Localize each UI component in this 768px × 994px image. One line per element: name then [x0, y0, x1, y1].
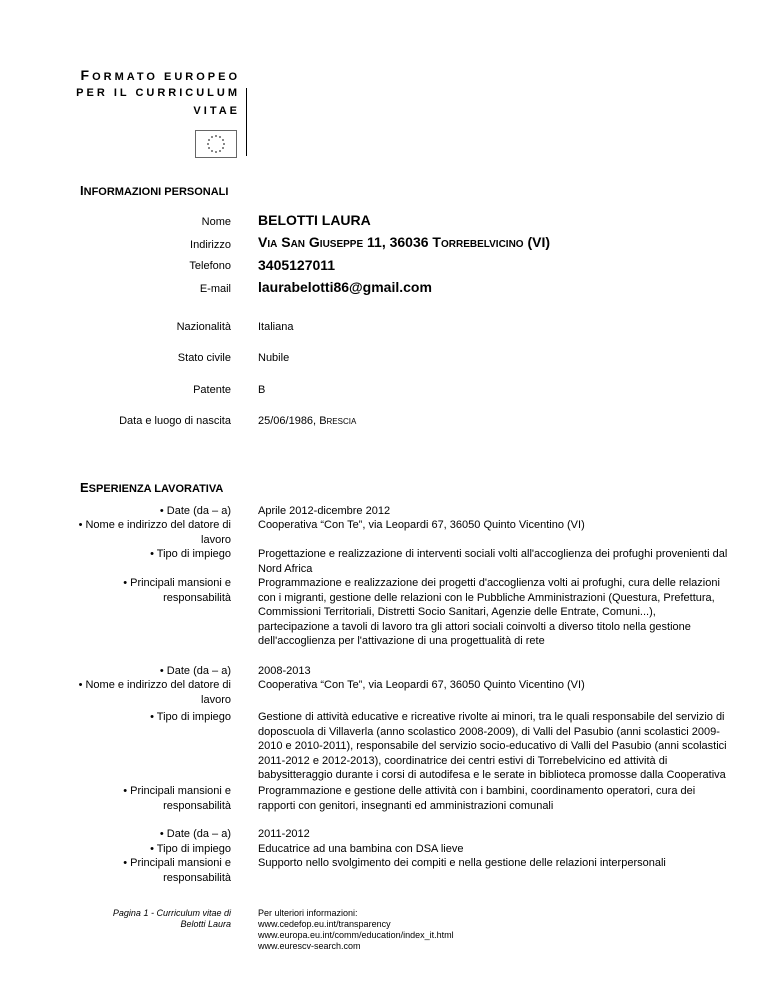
job3-duties-label: • Principali mansioni e responsabilità	[123, 857, 231, 884]
footer-page-number: 1	[143, 908, 149, 918]
phone-value: 3405127011	[258, 257, 336, 273]
eu-flag-icon	[195, 130, 237, 158]
job1-date-label: • Date (da – a)	[159, 505, 231, 517]
job1-type: Progettazione e realizzazione di interventi sociali volti all'accoglienza dei profughi provenienti dal Nord Africa	[258, 548, 728, 575]
cv-title-line2: PER IL CURRICULUM	[76, 87, 240, 99]
civil-status-value: Nubile	[258, 352, 290, 364]
birth-date: 25/06/1986,	[258, 415, 317, 427]
phone-label: Telefono	[189, 260, 231, 272]
birth-place: Brescia	[319, 415, 357, 427]
email-label: E-mail	[199, 283, 231, 295]
name-value: BELOTTI LAURA	[258, 212, 371, 228]
footer-page-name: Belotti Laura	[180, 919, 231, 929]
job3-duties: Supporto nello svolgimento dei compiti e nella gestione delle relazioni interpersonali	[258, 857, 666, 869]
job2-duties-label: • Principali mansioni e responsabilità	[123, 785, 231, 812]
birth-value	[258, 414, 728, 429]
job3-type-label: • Tipo di impiego	[150, 843, 231, 855]
address-label: Indirizzo	[190, 239, 231, 251]
footer-link-eurescv[interactable]: www.eurescv-search.com	[258, 941, 361, 951]
job1-employer: Cooperativa “Con Te”, via Leopardi 67, 36050 Quinto Vicentino (VI)	[258, 519, 585, 531]
footer-link-cedefop[interactable]: www.cedefop.eu.int/transparency	[258, 919, 391, 929]
footer-link-europa[interactable]: www.europa.eu.int/comm/education/index_it.html	[258, 930, 454, 940]
address-value: Via San Giuseppe 11, 36036 Torrebelvicino (VI)	[258, 234, 551, 250]
job3-date-label: • Date (da – a)	[159, 828, 231, 840]
job3-type: Educatrice ad una bambina con DSA lieve	[258, 843, 464, 855]
job1-type-label: • Tipo di impiego	[150, 548, 231, 560]
cv-title-line1-rest: ORMATO EUROPEO	[92, 71, 240, 83]
footer-page-info	[60, 908, 231, 930]
job1-date: Aprile 2012-dicembre 2012	[258, 505, 391, 517]
header-divider	[246, 88, 247, 156]
job2-type: Gestione di attività educative e ricreative rivolte ai minori, tra le quali responsabile del servizio di doposcuola di Villaverla (anno scolastico 2008-2009), di Valli del Pasubio (anni scolastici 2009-2010 e 2010-2011), responsabile del servizio socio-educativo di Valli del Pasubio (anni scolastici 2011-2012 e 2012-2013), coordinatrice dei centri estivi di Torrebelvicino ed attività di babysitteraggio durante i corsi di autodifesa e le serate in biblioteca promosse dalla Cooperativa	[258, 711, 727, 781]
license-value: B	[258, 384, 266, 396]
email-value[interactable]: laurabelotti86@gmail.com	[258, 279, 432, 295]
birth-label: Data e luogo di nascita	[119, 415, 231, 427]
footer-more-info	[258, 908, 658, 952]
cv-title-initial-f: F	[80, 67, 93, 83]
job1-employer-label: • Nome e indirizzo del datore di lavoro	[78, 519, 231, 546]
nationality-label: Nazionalità	[176, 321, 231, 333]
section-personal-rest: NFORMAZIONI PERSONALI	[83, 186, 229, 198]
job2-employer-label: • Nome e indirizzo del datore di lavoro	[78, 679, 231, 706]
job2-type-label: • Tipo di impiego	[150, 711, 231, 723]
section-personal-info: INFORMAZIONI PERSONALI	[80, 183, 229, 198]
section-work-experience: ESPERIENZA LAVORATIVA	[80, 480, 224, 495]
footer-more-info-title: Per ulteriori informazioni:	[258, 908, 358, 918]
nationality-value: Italiana	[258, 321, 294, 333]
cv-title-line3: VITAE	[193, 105, 240, 117]
license-label: Patente	[193, 384, 231, 396]
name-label: Nome	[201, 216, 231, 228]
footer-page-label: Pagina	[112, 908, 141, 918]
job2-date: 2008-2013	[258, 665, 311, 677]
section-work-rest: SPERIENZA LAVORATIVA	[88, 483, 224, 495]
footer-page-rest: - Curriculum vitae di	[150, 908, 231, 918]
job2-duties: Programmazione e gestione delle attività con i bambini, coordinamento operatori, cura dei rapporti con genitori, insegnanti ed amministrazioni comunali	[258, 785, 696, 812]
job2-date-label: • Date (da – a)	[159, 665, 231, 677]
cv-title-line1	[0, 66, 240, 86]
job1-duties-label: • Principali mansioni e responsabilità	[123, 577, 231, 604]
job2-employer: Cooperativa “Con Te”, via Leopardi 67, 36050 Quinto Vicentino (VI)	[258, 679, 585, 691]
job3-date: 2011-2012	[258, 828, 310, 840]
job1-duties: Programmazione e realizzazione dei progetti d'accoglienza volti ai profughi, cura delle relazioni con i migranti, gestione delle relazioni con le Pubbliche Amministrazioni (Questura, Prefettura, Commissioni Territoriali, Distretti Socio Sanitari, Agenzie delle Entrate, Comuni...), partecipazione a tavoli di lavoro tra gli attori sociali coinvolti a diverso titolo nella gestione dell'accoglienza per l'attivazione di una progettualità di rete	[258, 577, 720, 647]
civil-status-label: Stato civile	[177, 352, 231, 364]
